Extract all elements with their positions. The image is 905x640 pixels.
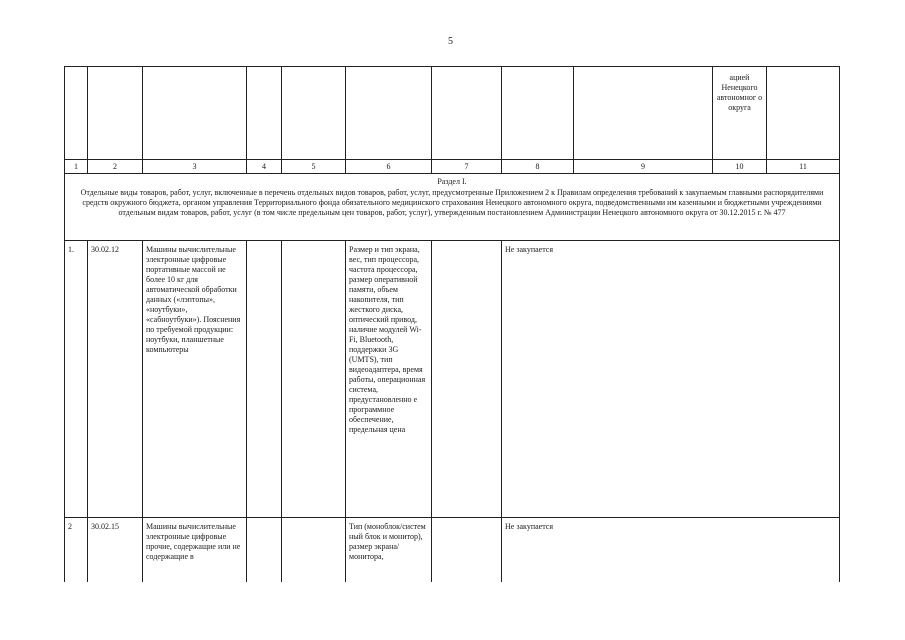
- empty-cell: [282, 518, 346, 583]
- column-number: 11: [767, 160, 840, 174]
- empty-cell: [432, 241, 502, 518]
- header-cell: [282, 67, 346, 160]
- section-text: Отдельные виды товаров, работ, услуг, включенные в перечень отдельных видов товаров, работ, услуг, предусмотренные Приложением 2 к Правилам определения требований к закупаемым главными распорядителями средств окружного бюджета, органом управления Территориального фонда обязательного медицинского страхования Ненецкого автономного округа, подведомственными им казенными и бюджетными учреждениями отдельным видам товаров, работ, услуг (в том числе предельным цен товаров, работ, услуг), утвержденным постановлением Администрации Ненецкого автономного округа от 30.12.2015 г. № 477: [80, 188, 824, 217]
- header-cell: [574, 67, 713, 160]
- header-cell: [432, 67, 502, 160]
- empty-cell: [247, 241, 282, 518]
- row-number: 2: [65, 518, 88, 583]
- header-cell: [65, 67, 88, 160]
- page-number: 5: [448, 36, 453, 47]
- header-cell: [143, 67, 247, 160]
- section-row: [65, 174, 840, 241]
- column-number: 2: [88, 160, 143, 174]
- table-row: [65, 518, 840, 583]
- characteristics: Размер и тип экрана, вес, тип процессора, частота процессора, размер оперативной памяти, объем накопителя, тип жесткого диска, оптический привод, наличие модулей Wi-Fi, Bluetooth, поддержки 3G (UMTS), тип видеоадаптера, время работы, операционная система, предустановленно е программное обеспечение, предельная цена: [346, 241, 432, 518]
- header-cell: [88, 67, 143, 160]
- empty-cell: [282, 241, 346, 518]
- header-row: [65, 67, 840, 160]
- column-number: 10: [713, 160, 767, 174]
- empty-cell: [432, 518, 502, 583]
- column-number: 1: [65, 160, 88, 174]
- section-title: Раздел I.: [437, 177, 467, 186]
- product-name: Машины вычислительные электронные цифровые прочие, содержащие или не содержащие в: [143, 518, 247, 583]
- register-table: [64, 66, 840, 582]
- column-number: 9: [574, 160, 713, 174]
- characteristics: Тип (моноблок/систем ный блок и монитор), размер экрана/монитора,: [346, 518, 432, 583]
- column-number: 7: [432, 160, 502, 174]
- row-number: 1.: [65, 241, 88, 518]
- section-cell: [65, 174, 840, 241]
- column-number: 8: [502, 160, 574, 174]
- okpd-code: 30.02.15: [88, 518, 143, 583]
- column-number: 3: [143, 160, 247, 174]
- procurement-status: Не закупается: [502, 241, 840, 518]
- header-cell-col10: ацией Ненецкого автономног о округа: [713, 67, 767, 160]
- header-cell: [767, 67, 840, 160]
- header-cell: [502, 67, 574, 160]
- product-name: Машины вычислительные электронные цифровые портативные массой не более 10 кг для автоматической обработки данных («лэптопы», «ноутбуки», «сабноутбуки»). Пояснения по требуемой продукции: ноутбуки, планшетные компьютеры: [143, 241, 247, 518]
- column-number: 5: [282, 160, 346, 174]
- column-number: 4: [247, 160, 282, 174]
- empty-cell: [247, 518, 282, 583]
- header-cell: [247, 67, 282, 160]
- procurement-status: Не закупается: [502, 518, 840, 583]
- okpd-code: 30.02.12: [88, 241, 143, 518]
- header-cell: [346, 67, 432, 160]
- column-number: 6: [346, 160, 432, 174]
- table-row: [65, 241, 840, 518]
- column-number-row: [65, 160, 840, 174]
